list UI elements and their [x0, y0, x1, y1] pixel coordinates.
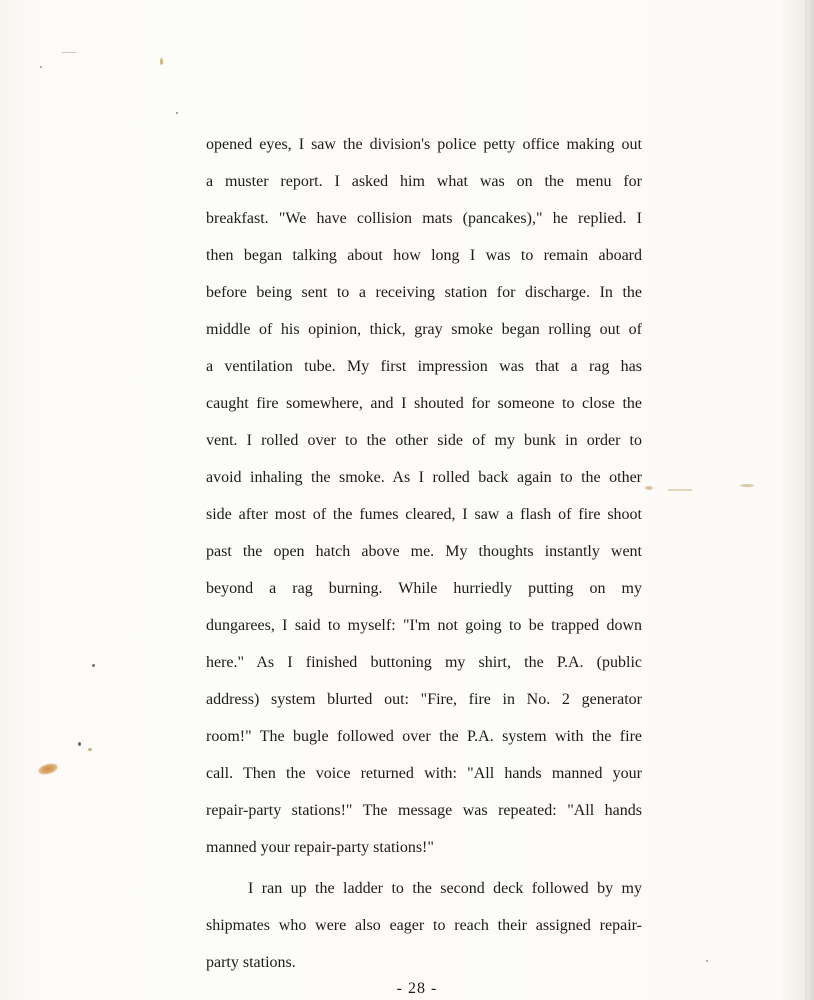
text-line: a ventilation tube. My first impression was that a rag has — [206, 358, 642, 375]
text-line: vent. I rolled over to the other side of my bunk in order to — [206, 432, 642, 449]
text-line: beyond a rag burning. While hurriedly putting on my — [206, 580, 642, 597]
text-line: shipmates who were also eager to reach their assigned repair- — [206, 917, 642, 934]
text-line: dungarees, I said to myself: "I'm not going to be trapped down — [206, 617, 642, 634]
text-line: repair-party stations!" The message was repeated: "All hands — [206, 802, 642, 819]
text-line: middle of his opinion, thick, gray smoke began rolling out of — [206, 321, 642, 338]
text-line: here." As I finished buttoning my shirt, the P.A. (public — [206, 654, 642, 671]
page-number: - 28 - — [396, 980, 438, 997]
text-line: avoid inhaling the smoke. As I rolled back again to the other — [206, 469, 642, 486]
ink-speck — [92, 664, 95, 667]
text-line: I ran up the ladder to the second deck followed by my — [248, 880, 642, 897]
ink-speck — [706, 960, 708, 962]
page-edge — [805, 0, 807, 1000]
text-line: manned your repair-party stations!" — [206, 839, 434, 856]
text-line: then began talking about how long I was to remain aboard — [206, 247, 642, 264]
text-line: breakfast. "We have collision mats (pancakes)," he replied. I — [206, 210, 642, 227]
ink-speck — [645, 486, 653, 490]
text-line: a muster report. I asked him what was on the menu for — [206, 173, 642, 190]
text-line: call. Then the voice returned with: "All hands manned your — [206, 765, 642, 782]
text-line: past the open hatch above me. My thoughts instantly went — [206, 543, 642, 560]
text-line: address) system blurted out: "Fire, fire in No. 2 generator — [206, 691, 642, 708]
ink-speck — [176, 112, 178, 114]
text-line: caught fire somewhere, and I shouted for someone to close the — [206, 395, 642, 412]
text-line: side after most of the fumes cleared, I saw a flash of fire shoot — [206, 506, 642, 523]
ink-speck — [78, 742, 81, 746]
ink-speck — [88, 748, 92, 751]
ink-speck — [40, 66, 42, 68]
text-line: party stations. — [206, 954, 296, 971]
ink-speck — [668, 489, 692, 491]
ink-speck — [160, 58, 163, 65]
text-line: opened eyes, I saw the division's police petty office making out — [206, 136, 642, 153]
text-line: before being sent to a receiving station for discharge. In the — [206, 284, 642, 301]
ink-speck — [740, 484, 754, 487]
ink-speck — [62, 52, 76, 53]
text-line: room!" The bugle followed over the P.A. system with the fire — [206, 728, 642, 745]
rust-stain — [37, 762, 59, 777]
body-text — [206, 126, 642, 981]
